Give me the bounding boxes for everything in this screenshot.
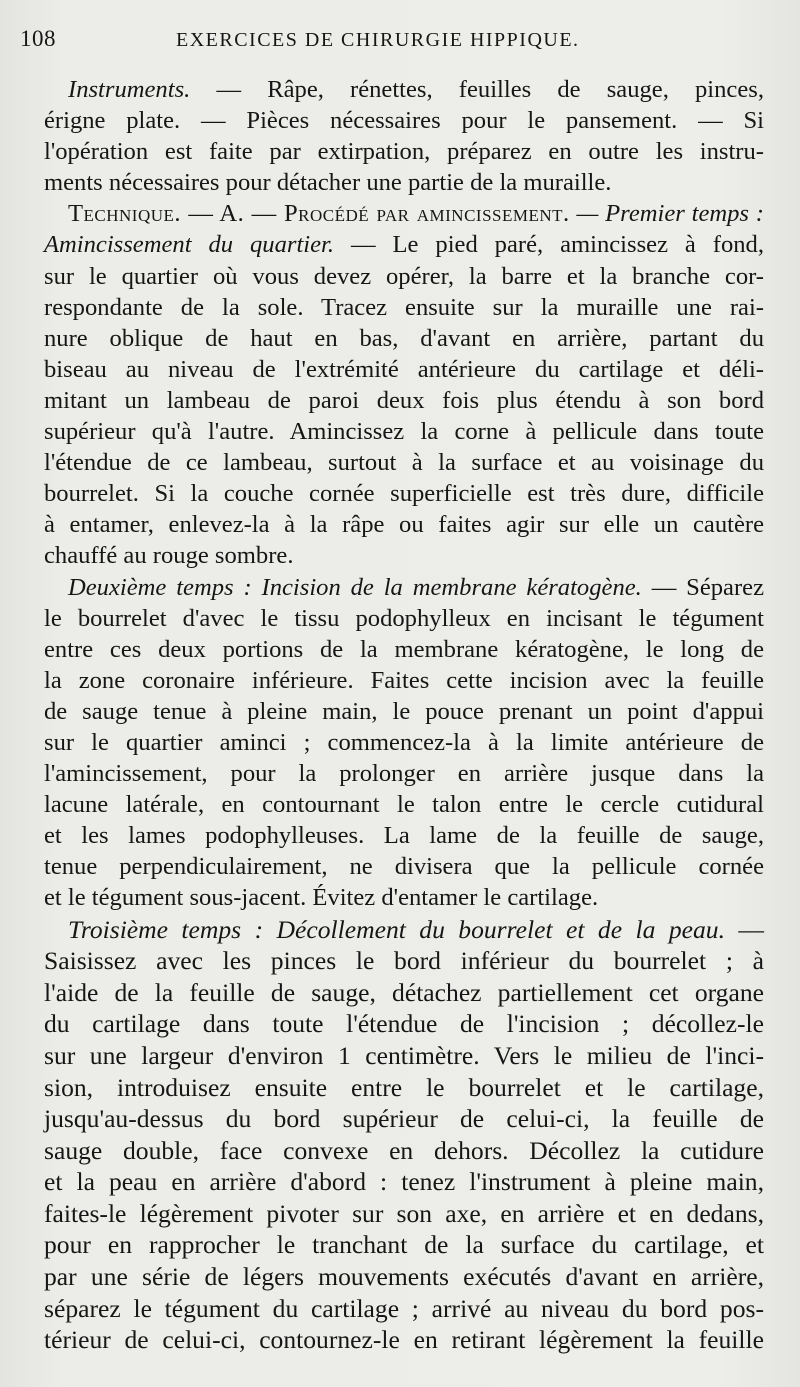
- step-heading: Amincissement du quartier.: [44, 231, 335, 259]
- text-line: jusqu'au-dessus du bord supérieur de celui-ci, la feuille de: [44, 1104, 764, 1134]
- text-line: l'étendue de ce lambeau, surtout à la surface et au voisinage du: [44, 449, 764, 477]
- text-line: entre ces deux portions de la membrane kératogène, le long de: [44, 635, 764, 663]
- text-line: séparez le tégument du cartilage ; arrivé au niveau du bord pos-: [44, 1293, 764, 1323]
- text-line: le bourrelet d'avec le tissu podophylleux en incisant le tégument: [44, 604, 764, 632]
- text-line: et les lames podophylleuses. La lame de la feuille de sauge,: [44, 822, 764, 850]
- text-line: biseau au niveau de l'extrémité antérieure du cartilage et déli-: [44, 355, 764, 383]
- text-line: Saisissez avec les pinces le bord inférieur du bourrelet ; à: [44, 946, 764, 976]
- text-line: de sauge tenue à pleine main, le pouce prenant un point d'appui: [44, 697, 764, 725]
- text-line: à entamer, enlevez-la à la râpe ou faites agir sur elle un cautère: [44, 511, 764, 539]
- text-line: sion, introduisez ensuite entre le bourrelet et le cartilage,: [44, 1072, 764, 1102]
- text-line: du cartilage dans toute l'étendue de l'incision ; décollez-le: [44, 1009, 764, 1039]
- text-line: et le tégument sous-jacent. Évitez d'entamer le cartilage.: [44, 884, 599, 912]
- text-line: faites-le légèrement pivoter sur son axe, en arrière et en dedans,: [44, 1198, 764, 1228]
- text-line: sur le quartier où vous devez opérer, la barre et la branche cor-: [44, 262, 764, 290]
- text-line: la zone coronaire inférieure. Faites cette incision avec la feuille: [44, 666, 764, 694]
- page-number: 108: [20, 26, 56, 51]
- text-line: Instruments. — Râpe, rénettes, feuilles de sauge, pinces,: [68, 76, 764, 103]
- text-line: térieur de celui-ci, contournez-le en retirant légèrement la feuille: [44, 1325, 764, 1355]
- body-text: [20, 74, 764, 1356]
- text-line: et la peau en arrière d'abord : tenez l'instrument à pleine main,: [44, 1167, 764, 1197]
- text-line: sauge double, face convexe en dehors. Décollez la cutidure: [44, 1135, 764, 1165]
- text-line: érigne plate. — Pièces nécessaires pour le pansement. — Si: [44, 107, 764, 135]
- text-line: respondante de la sole. Tracez ensuite sur la muraille une rai-: [44, 293, 764, 321]
- step-heading: Troisième temps : Décollement du bourrelet et de la peau.: [68, 914, 725, 944]
- step-heading: — Premier temps :: [569, 200, 764, 228]
- paragraph-deuxieme-temps: [20, 572, 764, 914]
- text-line: l'aide de la feuille de sauge, détachez partiellement cet organe: [44, 977, 764, 1007]
- text-line: [20, 198, 764, 229]
- running-head: [20, 26, 764, 60]
- text-line: par une série de légers mouvements exécutés d'avant en arrière,: [44, 1262, 764, 1292]
- paragraph-instruments: [20, 74, 764, 198]
- text-line: bourrelet. Si la couche cornée superficielle est très dure, difficile: [44, 480, 764, 508]
- section-heading: Technique. — A. — Procédé par amincissement.: [68, 200, 570, 228]
- text-line: supérieur qu'à l'autre. Amincissez la corne à pellicule dans toute: [44, 418, 764, 446]
- text-line: ments nécessaires pour détacher une partie de la muraille.: [44, 169, 612, 197]
- text-line: pour en rapprocher le tranchant de la surface du cartilage, et: [44, 1230, 764, 1260]
- paragraph-heading: Instruments.: [68, 76, 191, 103]
- text-line: l'amincissement, pour la prolonger en arrière jusque dans la: [44, 760, 764, 788]
- running-title: EXERCICES DE CHIRURGIE HIPPIQUE.: [176, 29, 580, 51]
- step-heading: Deuxième temps : Incision de la membrane kératogène.: [68, 573, 642, 601]
- text-line: nure oblique de haut en bas, d'avant en arrière, partant du: [44, 324, 764, 352]
- text-line: Deuxième temps : Incision de la membrane kératogène. — Séparez: [68, 573, 764, 601]
- text-line: sur le quartier aminci ; commencez-la à la limite antérieure de: [44, 728, 764, 756]
- text-line: Troisième temps : Décollement du bourrelet et de la peau. —: [68, 914, 764, 944]
- text-line: Amincissement du quartier. — Le pied paré, amincissez à fond,: [44, 231, 765, 259]
- paragraph-troisieme-temps: [20, 914, 764, 1356]
- text-line: lacune latérale, en contournant le talon entre le cercle cutidural: [44, 791, 764, 819]
- text-line: chauffé au rouge sombre.: [44, 542, 294, 570]
- text-line: sur une largeur d'environ 1 centimètre. Vers le milieu de l'inci-: [44, 1040, 764, 1070]
- text-line: l'opération est faite par extirpation, préparez en outre les instru-: [44, 138, 764, 166]
- paragraph-technique: [20, 198, 764, 571]
- text-line: mitant un lambeau de paroi deux fois plus étendu à son bord: [44, 386, 764, 414]
- text-line: tenue perpendiculairement, ne divisera que la pellicule cornée: [44, 853, 764, 881]
